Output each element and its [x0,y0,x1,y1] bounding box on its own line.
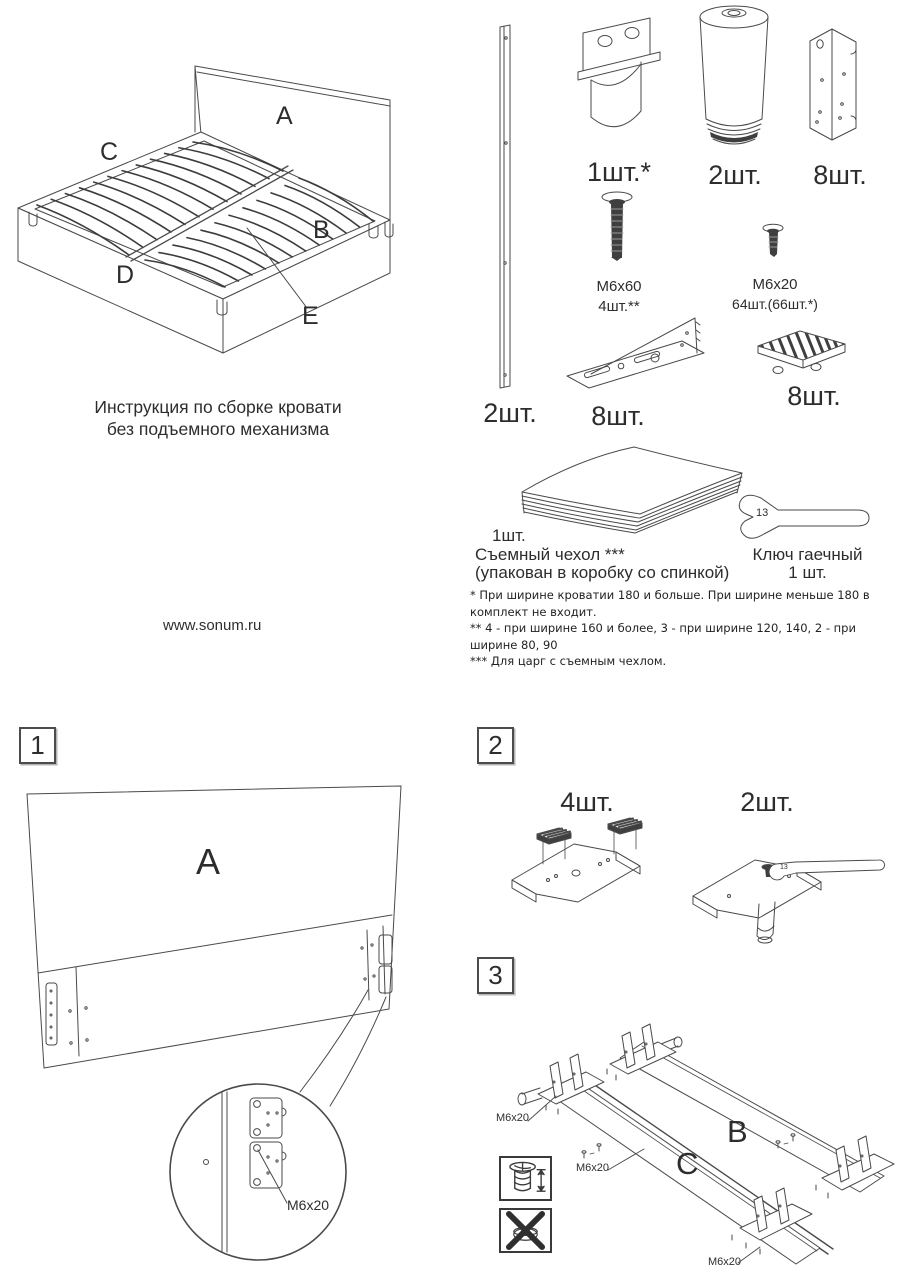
wrench-qty: 1 шт. [788,563,827,582]
wrench-size: 13 [756,507,769,519]
step2-illustration [460,780,900,960]
bolt-name: M6x60 [596,278,642,295]
footnote-1: * При ширине кроватии 180 и больше. При ширине меньше 180 в комплект не входит. [470,588,870,619]
loose-screw-icon [501,1158,550,1199]
bed-part-label-a: A [276,102,293,130]
step2-wrench-size: 13 [780,864,788,871]
cover-part [522,447,742,533]
sheet-title-line2: без подъемного механизма [106,419,330,439]
screw-m6x20-part [763,224,783,257]
angle-bracket-qty: 8шт. [813,160,867,190]
step2-badge: 2 [477,727,514,764]
sheet-title-line1: Инструкция по сборке кровати [94,397,342,417]
headboard-bracket-qty: 1шт.* [586,157,652,187]
step3-screw-label-2: M6x20 [576,1162,610,1174]
parts-illustration [460,0,900,640]
bed-part-label-e: E [302,302,319,330]
cover-name: Съемный чехол *** [475,545,625,564]
bracket-with-pads [512,844,640,902]
bed-part-label-b: B [313,216,330,244]
gusset-qty: 8шт. [591,401,645,431]
website-url: www.sonum.ru [163,617,262,634]
magnifier-detail [170,990,386,1260]
gusset-bracket-part [567,318,704,388]
headboard-bracket-part [578,18,660,127]
screw-name: M6x20 [752,276,798,293]
screw-qty: 64шт.(66шт.*) [732,296,818,312]
slat-qty: 2шт. [483,398,537,428]
bolt-m6x60-part [602,192,632,261]
bolt-qty: 4шт.** [598,298,640,315]
warning-no-tighten-box [499,1208,552,1253]
cover-note: (упакован в коробку со спинкой) [475,563,730,582]
step1-panel-label: A [195,841,220,882]
bracket-with-leg [693,860,885,943]
bed-overview-illustration [5,8,435,368]
warning-loose-screw-box [499,1156,552,1201]
step3-screw-label-1: M6x20 [496,1112,530,1124]
slatted-pad-part [754,315,851,374]
step2-right-qty: 2шт. [740,787,794,817]
footnote-2: ** 4 - при ширине 160 и более, 3 - при ширине 120, 140, 2 - при ширине 80, 90 [470,621,856,652]
sheet-title [50,396,386,440]
angle-bracket-part [810,29,856,140]
bed-part-label-c: C [100,138,119,166]
footnote-3: *** Для царг с съемным чехлом. [470,654,667,668]
leg-qty: 2шт. [708,160,762,190]
step3-rail-label-b: B [727,1114,748,1149]
label-leaders [528,1096,760,1263]
long-slat-part [500,25,510,388]
step3-screw-label-3: M6x20 [708,1256,742,1268]
crossed-out-screw-icon [501,1210,550,1251]
bed-part-label-d: D [116,261,135,289]
step3-badge: 3 [477,957,514,994]
headboard-back-view [27,786,401,1068]
pad-qty: 8шт. [787,381,841,411]
step1-screw-label: M6x20 [287,1197,330,1213]
wrench-name: Ключ гаечный [752,545,863,564]
step3-rail-label-c: C [676,1146,699,1181]
cylinder-leg-part [700,6,768,144]
ribbed-pad-2 [608,818,642,854]
step1-badge: 1 [19,727,56,764]
footnotes [470,587,890,670]
step1-illustration [10,740,430,1280]
step2-left-qty: 4шт. [560,787,614,817]
cover-qty: 1шт. [492,526,526,545]
